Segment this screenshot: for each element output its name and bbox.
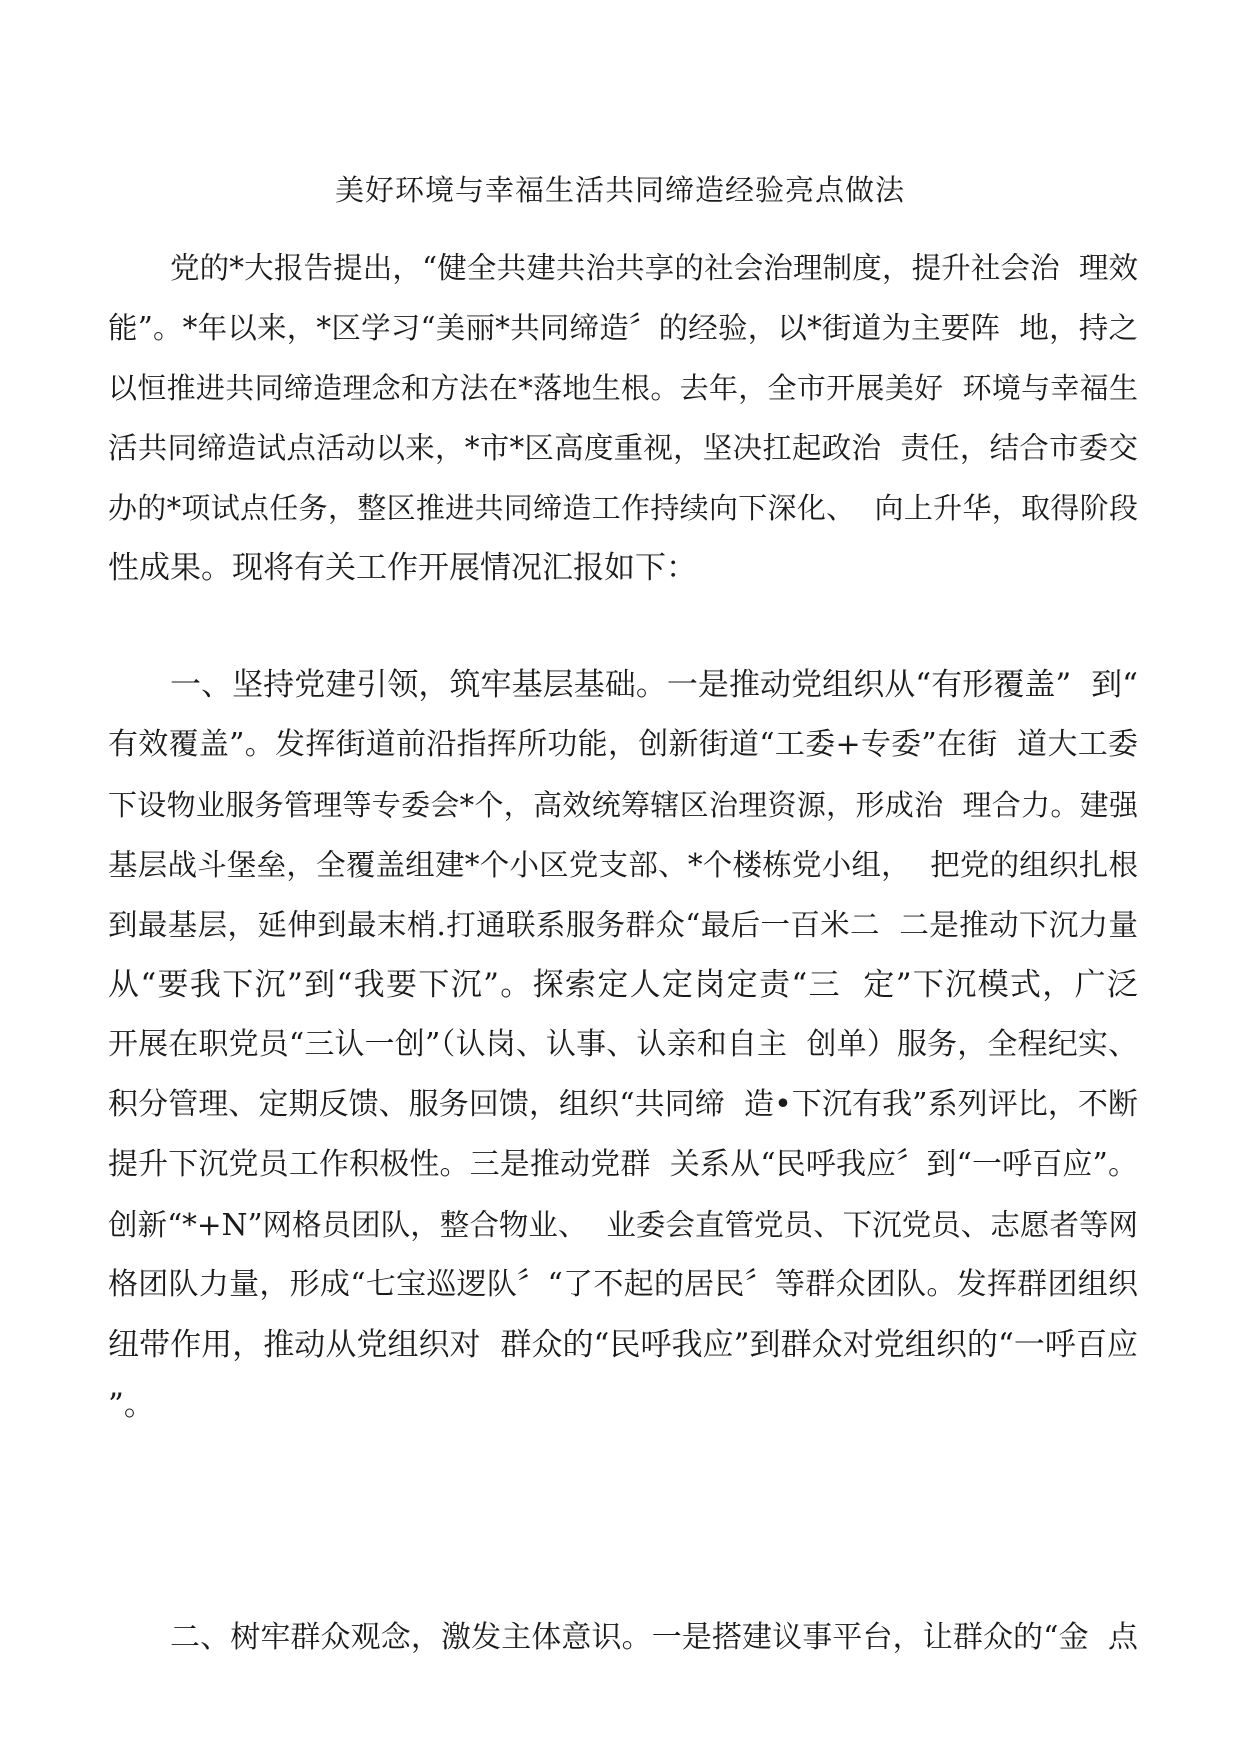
- text-line: 开展在职党员“三认一创”（认岗、认事、认亲和自主 创单）服务，全程纪实、: [108, 1027, 1138, 1062]
- text-line: 到最基层，延伸到最末梢.打通联系服务群众“最后一百米二 二是推动下沉力量: [108, 908, 1138, 942]
- text-line: 党的*大报告提出，“健全共建共治共享的社会治理制度，提升社会治 理效: [170, 251, 1138, 285]
- text-line: 二、树牢群众观念，激发主体意识。一是搭建议事平台，让群众的“金 点: [170, 1620, 1138, 1655]
- text-line: 从“要我下沉”到“我要下沉”。探索定人定岗定责“三 定”下沉模式，广泛: [108, 967, 1138, 1003]
- text-line: 下设物业服务管理等专委会*个，高效统筹辖区治理资源，形成治 理合力。建强: [108, 788, 1138, 822]
- text-line: 性成果。现将有关工作开展情况汇报如下：: [108, 550, 697, 586]
- text-line: 纽带作用，推动从党组织对 群众的“民呼我应”到群众对党组织的“一呼百应: [108, 1327, 1138, 1363]
- paragraph: [108, 655, 1138, 1435]
- paragraph: [108, 1608, 1138, 1668]
- text-line: 能”。*年以来，*区学习“美丽*共同缔造〞的经验，以*街道为主要阵 地，持之: [108, 311, 1138, 345]
- text-line: 活共同缔造试点活动以来，*市*区高度重视，坚决扛起政治 责任，结合市委交: [108, 431, 1138, 465]
- text-line: 有效覆盖”。发挥街道前沿指挥所功能，创新街道“工委+专委”在街 道大工委: [108, 727, 1138, 762]
- text-line: 以恒推进共同缔造理念和方法在*落地生根。去年，全市开展美好 环境与幸福生: [108, 371, 1138, 405]
- text-line: ”。: [108, 1387, 155, 1423]
- text-line: 办的*项试点任务，整区推进共同缔造工作持续向下深化、 向上升华，取得阶段: [108, 491, 1138, 525]
- text-line: 一、坚持党建引领，筑牢基层基础。一是推动党组织从“有形覆盖” 到“: [170, 667, 1138, 703]
- text-line: 基层战斗堡垒，全覆盖组建*个小区党支部、*个楼栋党小组， 把党的组织扎根: [108, 848, 1138, 882]
- document-title: 美好环境与幸福生活共同缔造经验亮点做法: [334, 173, 905, 207]
- text-line: 积分管理、定期反馈、服务回馈，组织“共同缔 造•下沉有我”系列评比，不断: [108, 1087, 1138, 1122]
- text-line: 提升下沉党员工作积极性。三是推动党群 关系从“民呼我应〞到“一呼百应”。: [108, 1147, 1138, 1182]
- text-line: 格团队力量，形成“七宝巡逻队〞“了不起的居民〞等群众团队。发挥群团组织: [108, 1267, 1138, 1302]
- paragraph: [108, 238, 1138, 598]
- text-line: 创新“*+N”网格员团队，整合物业、 业委会直管党员、下沉党员、志愿者等网: [108, 1208, 1138, 1242]
